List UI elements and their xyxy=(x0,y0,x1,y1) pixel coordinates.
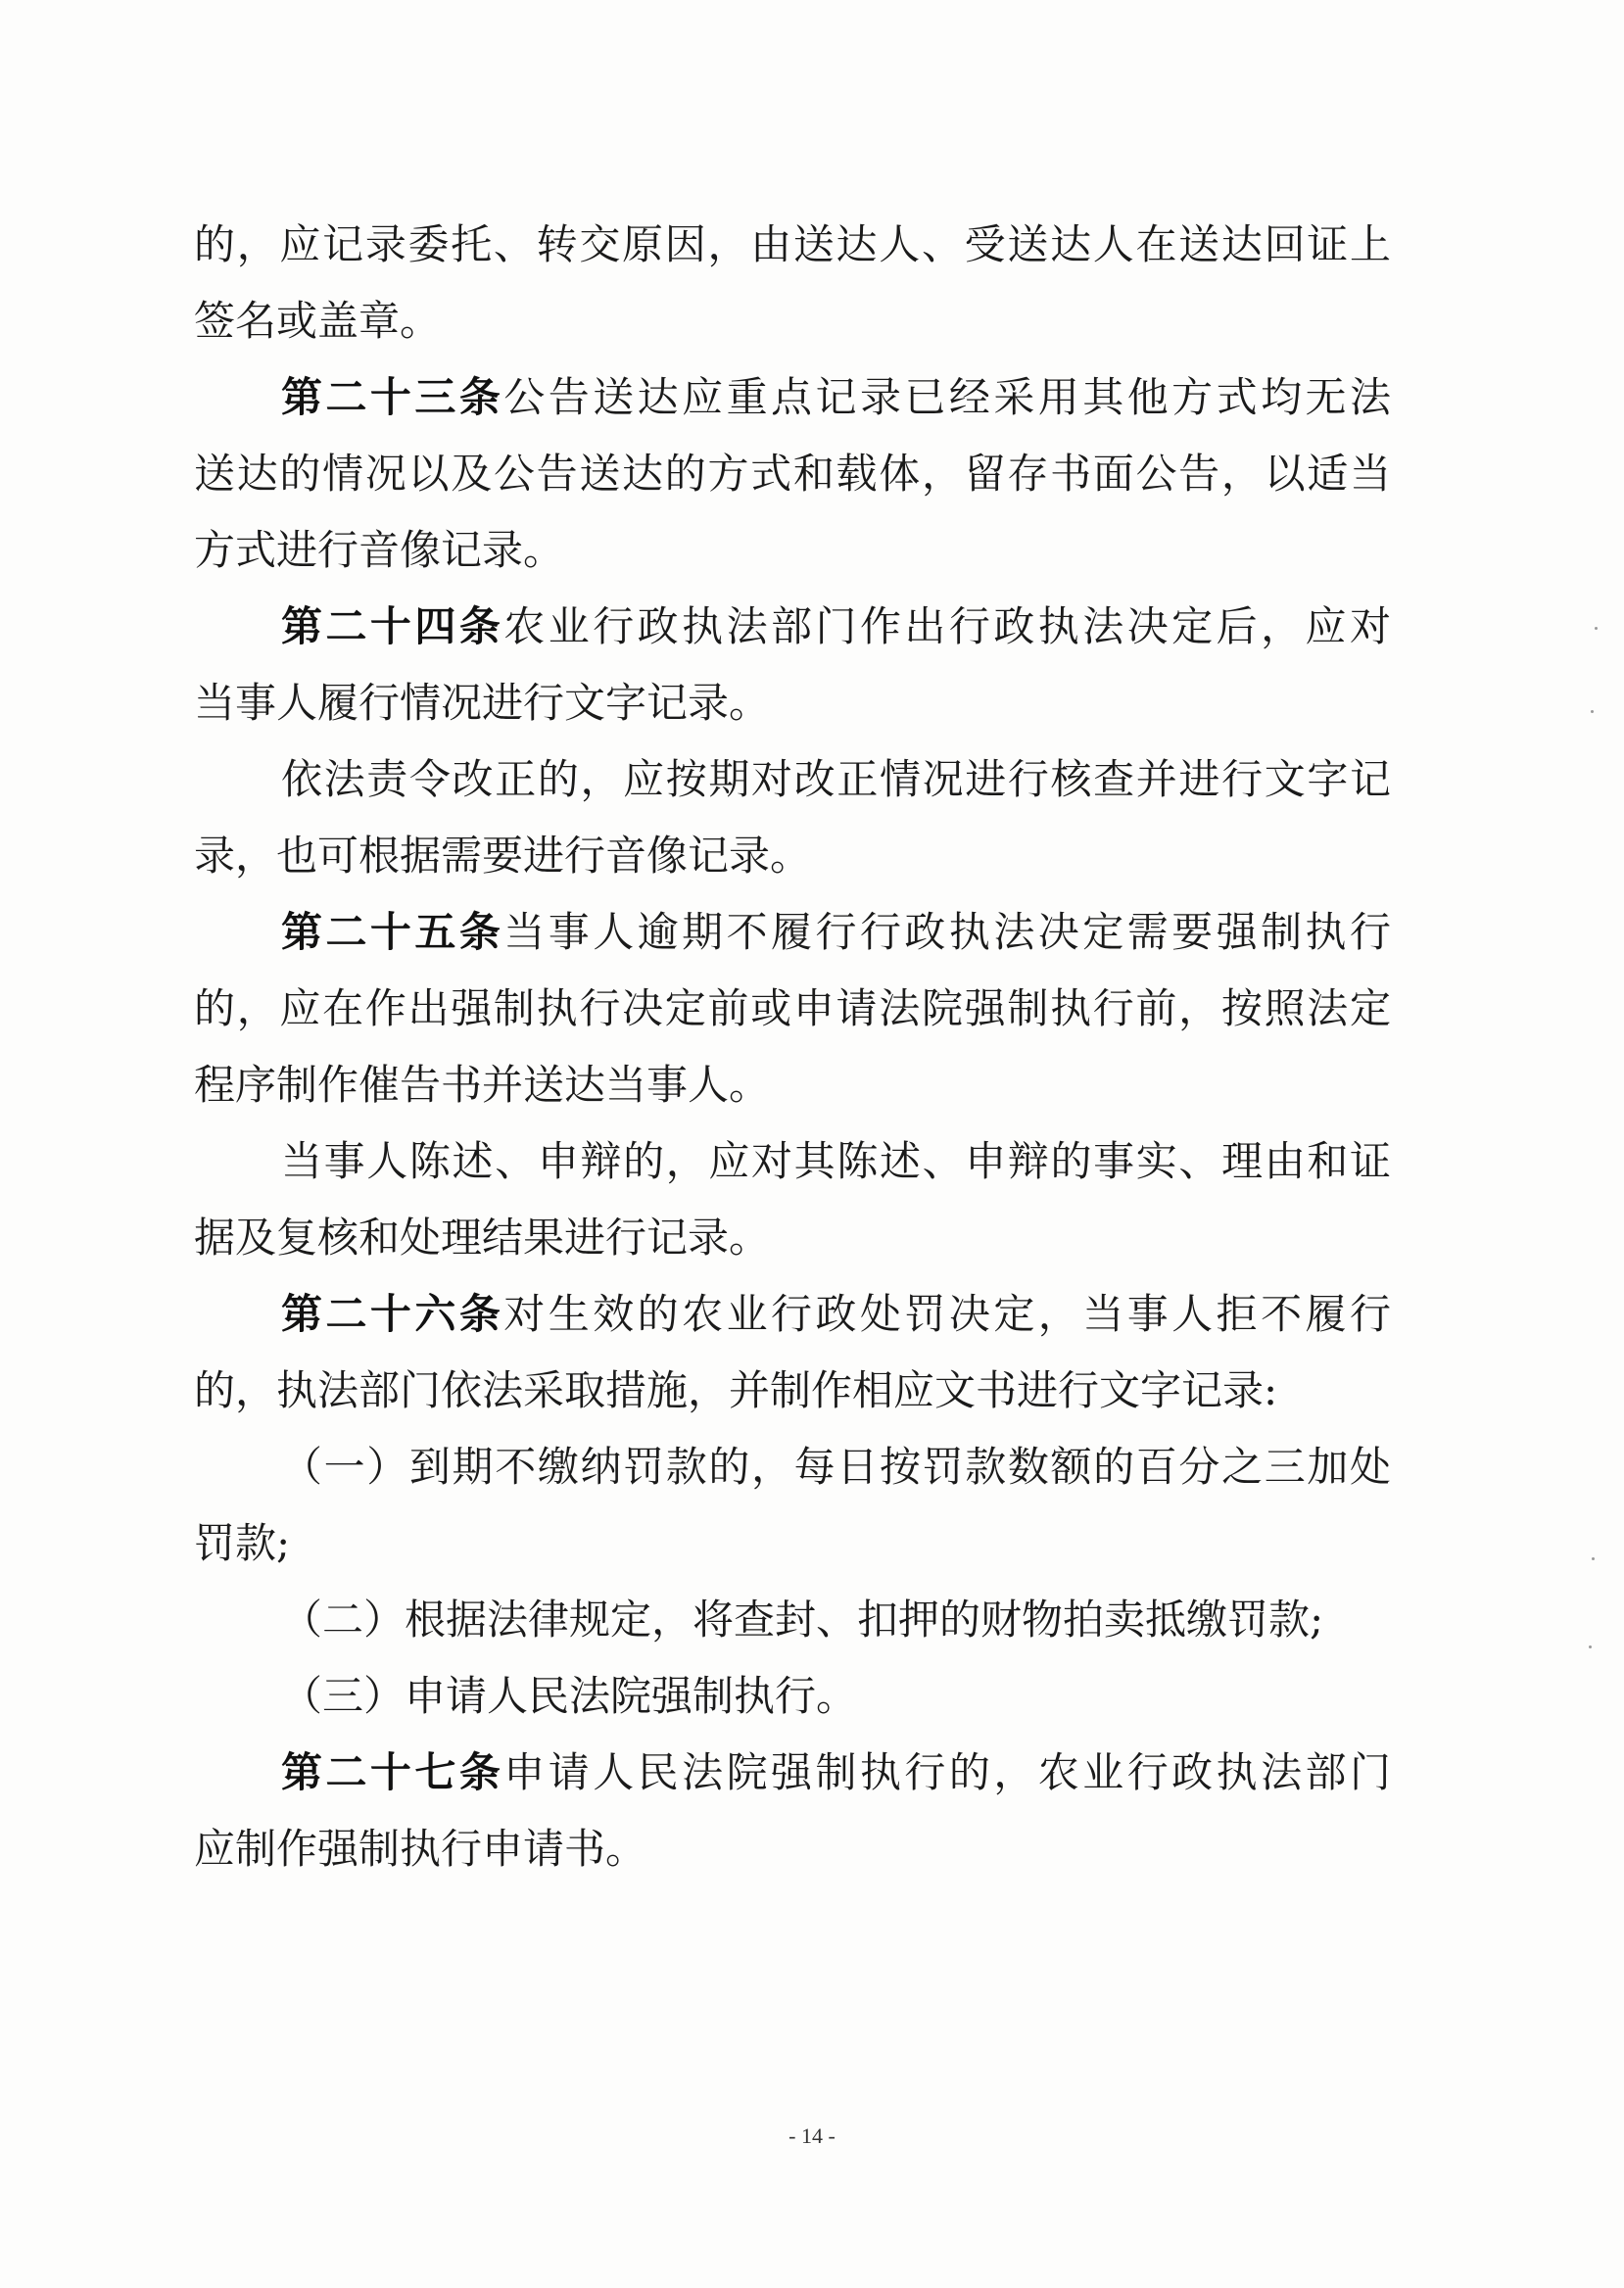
text-line: 依法责令改正的，应按期对改正情况进行核查并进行文字记 xyxy=(281,755,1391,803)
article-23-line xyxy=(281,358,1391,437)
list-item: （二）根据法律规定，将查封、扣押的财物拍卖抵缴罚款; xyxy=(281,1596,1324,1644)
article-text: 申请人民法院强制执行的，农业行政执法部门 xyxy=(503,1748,1391,1796)
text-line: 录，也可根据需要进行音像记录。 xyxy=(194,832,812,880)
text-line: 程序制作催告书并送达当事人。 xyxy=(194,1061,771,1109)
article-heading: 第二十五条 xyxy=(281,908,504,956)
text-line: 应制作强制执行申请书。 xyxy=(194,1825,647,1873)
text-line: 的，执法部门依法采取措施，并制作相应文书进行文字记录: xyxy=(194,1366,1278,1414)
text-line: 方式进行音像记录。 xyxy=(194,526,565,574)
page-number: - 14 - xyxy=(788,2123,836,2148)
scan-speck xyxy=(1591,710,1594,713)
text-line: 当事人履行情况进行文字记录。 xyxy=(194,679,771,727)
scan-speck xyxy=(1589,1645,1592,1648)
text-line: 的，应记录委托、转交原因，由送达人、受送达人在送达回证上 xyxy=(194,220,1391,268)
article-27-line xyxy=(281,1734,1391,1812)
article-heading: 第二十三条 xyxy=(281,373,504,421)
text-line: 当事人陈述、申辩的，应对其陈述、申辩的事实、理由和证 xyxy=(281,1137,1391,1185)
article-24-line xyxy=(281,588,1391,666)
article-heading: 第二十六条 xyxy=(281,1290,504,1338)
article-text: 当事人逾期不履行行政执法决定需要强制执行 xyxy=(503,908,1391,956)
article-text: 公告送达应重点记录已经采用其他方式均无法 xyxy=(503,373,1391,421)
text-line: 据及复核和处理结果进行记录。 xyxy=(194,1214,771,1262)
text-line: 罚款; xyxy=(194,1519,291,1567)
article-text: 对生效的农业行政处罚决定，当事人拒不履行 xyxy=(503,1290,1391,1338)
text-line: 送达的情况以及公告送达的方式和载体，留存书面公告，以适当 xyxy=(194,450,1391,498)
text-line: 签名或盖章。 xyxy=(194,297,442,345)
article-text: 农业行政执法部门作出行政执法决定后，应对 xyxy=(503,602,1391,650)
article-heading: 第二十七条 xyxy=(281,1748,504,1796)
scan-speck xyxy=(1592,1557,1595,1560)
scan-speck xyxy=(1595,627,1598,630)
article-26-line xyxy=(281,1275,1391,1354)
list-item: （一）到期不缴纳罚款的，每日按罚款数额的百分之三加处 xyxy=(281,1443,1391,1491)
article-heading: 第二十四条 xyxy=(281,602,504,650)
article-25-line xyxy=(281,893,1391,972)
text-line: 的，应在作出强制执行决定前或申请法院强制执行前，按照法定 xyxy=(194,984,1391,1032)
list-item: （三）申请人民法院强制执行。 xyxy=(281,1672,858,1720)
